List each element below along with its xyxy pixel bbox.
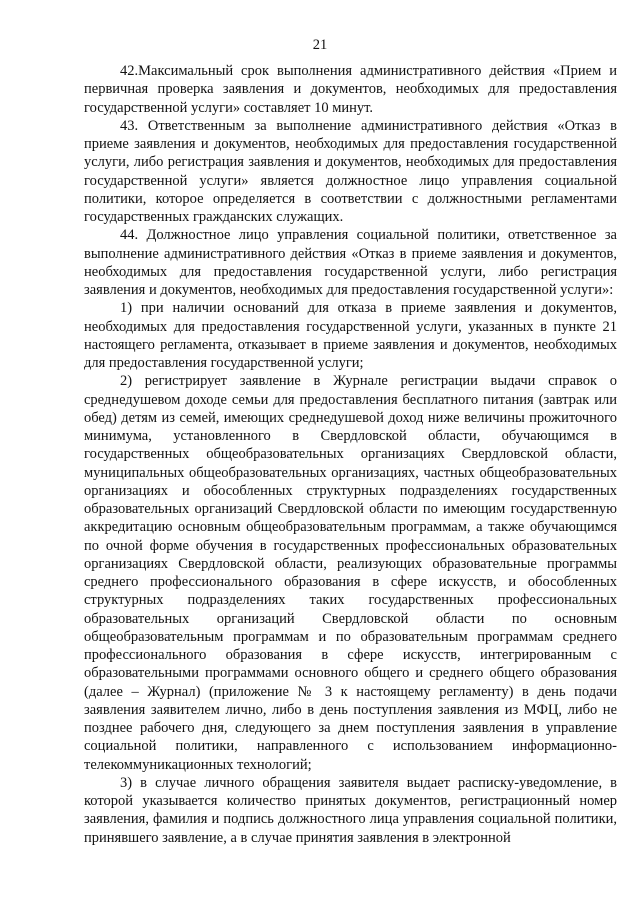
document-body [84, 62, 617, 847]
paragraph-43: 43. Ответственным за выполнение административного действия «Отказ в приеме заявления и документов, необходимых для предоставления государственной услуги, либо регистрация заявления и документов, необходимых для предоставления государственной услуги» является должностное лицо управления социальной политики, которое определяется в соответствии с должностными регламентами государственных гражданских служащих. [84, 117, 617, 225]
paragraph-44-item-1: 1) при наличии оснований для отказа в приеме заявления и документов, необходимых для предоставления государственной услуги, указанных в пункте 21 настоящего регламента, отказывает в приеме заявления и документов, необходимых для предоставления государственной услуги; [84, 300, 617, 371]
paragraph-44-item-3: 3) в случае личного обращения заявителя выдает расписку-уведомление, в которой указывается количество принятых документов, регистрационный номер заявления, фамилия и подпись должностного лица управления социальной политики, принявшего заявление, а в случае принятия заявления в электронной [84, 774, 617, 846]
paragraph-44-item-2: 2) регистрирует заявление в Журнале регистрации выдачи справок о среднедушевом доходе семьи для предоставления бесплатного питания (завтрак или обед) детям из семей, имеющих среднедушевой доход ниже величины прожиточного минимума, установленного в Свердловской области, обучающимся в государственных общеобразовательных организациях Свердловской области, муниципальных общеобразовательных организациях, частных общеобразовательных организациях и обособленных структурных подразделениях государственных образовательных организаций Свердловской области по имеющим государственную аккредитацию основным общеобразовательным программам, а также обучающимся по очной форме обучения в государственных профессиональных образовательных организациях Свердловской области, реализующих образовательные программы среднего профессионального образования в сфере искусств, и обособленных структурных подразделениях таких государственных профессиональных образовательных организаций Свердловской области по основным общеобразовательным программам и по образовательным программам среднего профессионального образования в сфере искусств, интегрированным с образовательными программами основного общего и среднего общего образования (далее – Журнал) (приложение № 3 к настоящему регламенту) в день подачи заявления заявителем лично, либо в день поступления заявления из МФЦ, либо не позднее рабочего дня, следующего за днем поступления заявления в управление социальной политики, направленного с использованием информационно-телекоммуникационных технологий; [84, 373, 617, 773]
paragraph-42: 42.Максимальный срок выполнения административного действия «Прием и первичная проверка заявления и документов, необходимых для предоставления государственной услуги» составляет 10 минут. [84, 63, 617, 116]
page-number: 21 [312, 37, 328, 53]
paragraph-44: 44. Должностное лицо управления социальной политики, ответственное за выполнение административного действия «Отказ в приеме заявления и документов, необходимых для предоставления государственной услуги, либо регистрация заявления и документов, необходимых для предоставления государственной услуги»: [84, 227, 617, 298]
